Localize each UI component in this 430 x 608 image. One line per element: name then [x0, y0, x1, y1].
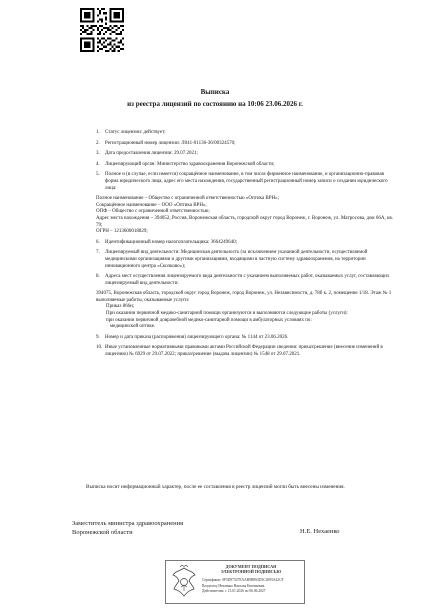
item-text: Лицензирующий орган: Министерство здравоохранения Воронежской области; — [105, 161, 275, 167]
item-text: Полное и (в случае, если имеется) сокращённое наименование, в том числе фирменное наименование, и организационно-правовая форма юридического лица, адрес его места нахождения, государственный регистрационный номер записи о создании юридического лица: — [105, 172, 388, 191]
stamp-details — [202, 578, 300, 595]
stamp-valid: Действителен: с 13.01.2026 по 06.06.2027 — [202, 589, 266, 594]
item-number: 6. — [96, 239, 100, 245]
item-places-header — [96, 274, 396, 287]
coat-of-arms-icon — [169, 564, 199, 599]
place-line-2: при оказании первичной доврачебной медико-санитарной помощи в амбулаторных условиях по: — [106, 317, 312, 323]
stamp-title — [202, 564, 300, 575]
item-number: 9. — [96, 334, 100, 340]
item-inn — [96, 240, 396, 247]
item-status — [96, 130, 396, 137]
organization-details — [96, 196, 396, 236]
item-text: Статус лицензии: действует; — [105, 130, 166, 135]
signatory-name: Н.Е. Нехаенко — [300, 528, 340, 535]
item-number: 8. — [96, 274, 100, 280]
signatory-position-line-2: Воронежской области — [72, 529, 133, 537]
item-date — [96, 151, 396, 158]
item-text: Дата предоставления лицензии: 29.07.2021; — [105, 151, 198, 157]
signatory-position — [72, 519, 183, 537]
item-number: 4. — [96, 161, 100, 167]
item-number: 7. — [96, 250, 100, 256]
item-number: 2. — [96, 140, 100, 146]
item-names-header — [96, 172, 396, 192]
stamp-title-line-1: ДОКУМЕНТ ПОДПИСАН — [225, 564, 277, 569]
place-address: 394075, Воронежская область, городской округ город Воронеж, город Воронеж, ул. Независимости, д. 78б к. 2, помещение 1/18. Этаж № 1 — [96, 291, 392, 297]
item-order — [96, 335, 396, 342]
place-works-label: выполняемые работы, оказываемые услуги: — [96, 297, 190, 303]
stamp-title-line-2: ЭЛЕКТРОННОЙ ПОДПИСЬЮ — [220, 569, 282, 575]
item-text: Номер и дата приказа (распоряжения) лицензирующего органа: № 1144 от 23.06.2026. — [105, 334, 289, 340]
item-activity — [96, 250, 396, 270]
place-line-3: медицинской оптике. — [110, 324, 156, 330]
item-authority — [96, 162, 396, 169]
electronic-signature-stamp — [165, 560, 305, 604]
org-opf: ОПФ – Общество с ограниченной ответственностью; — [96, 209, 210, 215]
document-title: Выписка — [200, 88, 230, 96]
org-short-name: Сокращённое наименование – ООО «Оптика ВРН»; — [96, 202, 207, 208]
item-number: 1. — [96, 130, 100, 135]
item-text: Регистрационный номер лицензии: Л041-01136-36/00324570; — [105, 140, 236, 146]
stamp-owner: Владелец: Нехаенко Наталья Евгеньевна — [202, 583, 265, 588]
item-number: 3. — [96, 151, 100, 157]
item-number: 5. — [96, 172, 100, 178]
place-details — [96, 291, 396, 331]
item-other-info — [96, 345, 396, 358]
item-text: Лицензируемый вид деятельности: Медицинская деятельность (за исключением указанной деятельности, осуществляемой медицинскими организациями и другими организациями, входящими в частную систему здравоохранения, на территории инновационного центра «Сколково»); — [105, 250, 368, 269]
place-line-1: При оказании первичной медико-санитарной помощи организуются и выполняются следующие работы (услуги): — [106, 311, 348, 317]
item-text: Идентификационный номер налогоплательщика: 3664249640; — [105, 239, 238, 245]
item-text: Иные установленные нормативными правовыми актами Российской Федерации сведения: приказ/решение (внесение изменений в лицензию) № 6929 от 29.07.2022; приказ/решение (выдача лицензии) № 1548 от 29.07.2021. — [105, 345, 383, 358]
place-order: Приказ 866н; — [106, 304, 135, 310]
org-address: Адрес места нахождения – 394052, Россия, Воронежская область, городской округ город Воронеж, г. Воронеж, ул. Матросова, дом 66А, кв. 79; — [96, 215, 393, 228]
item-number: 10. — [96, 345, 103, 351]
document-subtitle: из реестра лицензий по состоянию на 10:06 23.06.2026 г. — [127, 100, 303, 108]
stamp-certificate: Сертификат: 0F5D97547EAAB9BF65D3C2695A42CF — [202, 578, 284, 582]
item-reg-number — [96, 141, 396, 148]
org-ogrn: ОГРН – 1213600018829; — [96, 229, 148, 235]
disclaimer-note: Выписка носит информационный характер, после ее составления в реестр лицензий могли быть внесены изменения. — [86, 484, 345, 490]
signatory-position-line-1: Заместитель министра здравоохранения — [72, 520, 184, 527]
item-text: Адреса мест осуществления лицензируемого вида деятельности с указанием выполняемых работ, оказываемых услуг, составляющих лицензируемый вид деятельности: — [105, 274, 390, 286]
qr-code-icon — [80, 8, 124, 52]
org-full-name: Полное наименование – Общество с ограниченной ответственностью «Оптика ВРН»; — [96, 196, 279, 202]
register-items — [96, 130, 396, 363]
